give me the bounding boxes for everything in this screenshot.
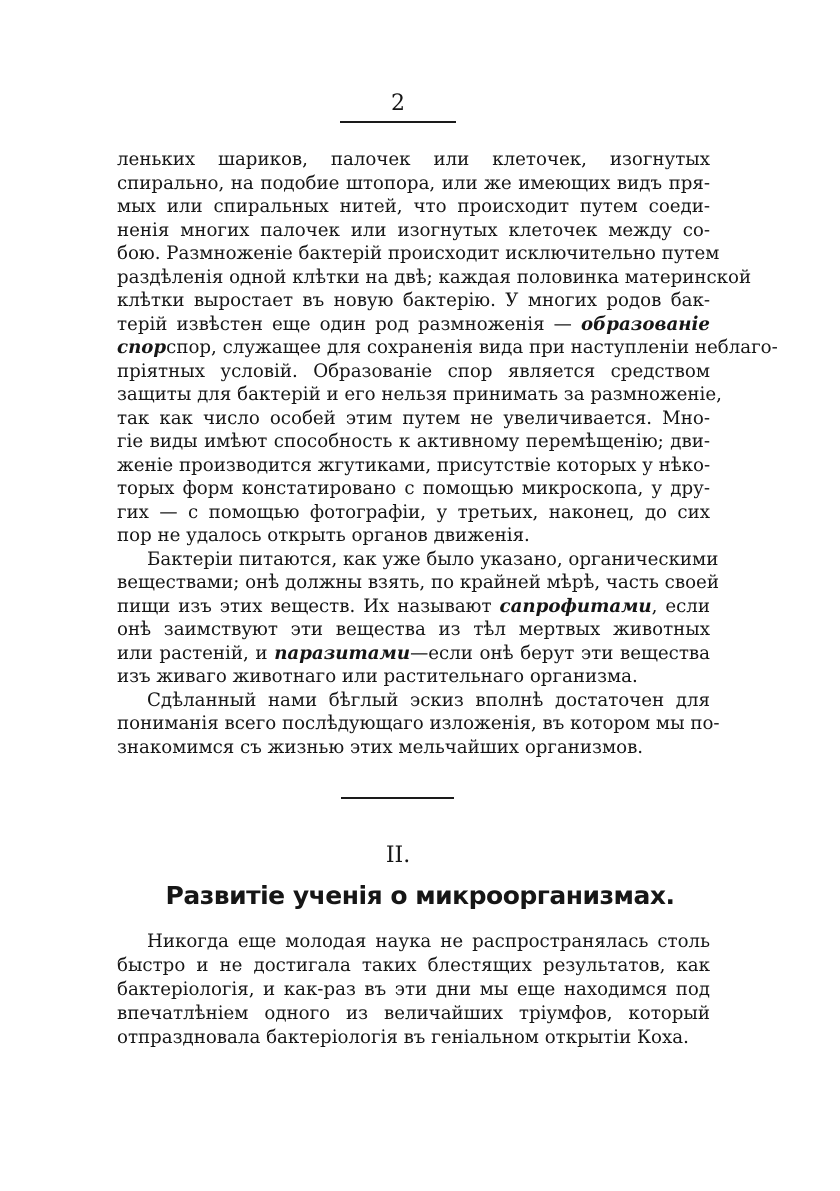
text-run: терій извѣстен еще один род размноженія — — [117, 313, 572, 335]
text-line: пріятных условій. Образованіе спор является средством — [117, 360, 710, 382]
text-line: бактеріологія, и как-раз въ эти дни мы еще находимся под — [117, 979, 710, 1000]
text-line: женіе производится жгутиками, присутствіе которых у нѣко- — [117, 454, 711, 476]
text-line: Бактеріи питаются, как уже было указано, органическими — [147, 548, 719, 570]
section-divider — [341, 797, 454, 799]
text-run: , если — [651, 595, 710, 617]
text-line: Никогда еще молодая наука не распространялась столь — [147, 931, 710, 952]
text-line: леньких шариков, палочек или клеточек, изогнутых — [117, 149, 710, 170]
text-line: бою. Размноженіе бактерій происходит исключительно путем — [117, 243, 720, 264]
header-rule — [340, 121, 456, 123]
text-line: знакомимся съ жизнью этих мельчайших организмов. — [117, 736, 644, 758]
text-line: мых или спиральных нитей, что происходит путем соеди- — [117, 196, 710, 217]
text-line — [117, 313, 710, 337]
text-line: ненія многих палочек или изогнутых клеточек между со- — [117, 219, 710, 241]
chapter-text — [117, 930, 710, 1050]
text-line: впечатлѣніем одного из величайших тріумфов, который — [117, 1003, 710, 1024]
text-run: или растеній, и — [117, 642, 268, 664]
text-line: гих — с помощью фотографіи, у третьих, наконец, до сих — [117, 501, 710, 523]
text-line: защиты для бактерій и его нельзя принимать за размноженіе, — [117, 384, 722, 405]
text-line — [117, 642, 710, 666]
text-line: торых форм констатировано с помощью микроскопа, у дру- — [117, 478, 710, 499]
section-text — [117, 148, 778, 759]
text-run: пищи изъ этих веществ. Их называют — [117, 595, 492, 617]
text-line: быстро и не достигала таких блестящих результатов, как — [117, 955, 710, 976]
chapter-number: II. — [385, 843, 411, 868]
emphasis-term: спор — [117, 337, 167, 358]
text-line — [117, 336, 778, 360]
text-line: раздѣленія одной клѣтки на двѣ; каждая половинка материнской — [117, 266, 752, 288]
text-run: спор, служащее для сохраненія вида при наступленіи неблаго- — [166, 337, 778, 358]
emphasis-term: сапрофитами — [499, 595, 652, 617]
chapter-title: Развитіе ученія о микроорганизмах. — [165, 881, 675, 910]
text-line: онѣ заимствуют эти вещества из тѣл мертвых животных — [117, 619, 710, 640]
text-line: клѣтки выростает въ новую бактерію. У многих родов бак- — [117, 290, 710, 311]
text-line: Сдѣланный нами бѣглый эскиз вполнѣ достаточен для — [147, 689, 710, 711]
text-line — [117, 595, 710, 619]
text-line: спирально, на подобие штопора, или же имеющих видъ пря- — [117, 172, 710, 194]
text-line: изъ живаго животнаго или растительнаго организма. — [117, 666, 638, 687]
text-line: отпраздновала бактеріологія въ геніальном открытіи Коха. — [117, 1027, 689, 1048]
text-line: веществами; онѣ должны взять, по крайней мѣрѣ, часть своей — [117, 572, 719, 593]
text-line: пор не удалось открыть органов движенія. — [117, 525, 530, 546]
text-line: гіе виды имѣют способность к активному перемѣщенію; дви- — [117, 431, 710, 452]
text-line: пониманія всего послѣдующаго изложенія, въ котором мы по- — [117, 713, 720, 734]
text-line: так как число особей этим путем не увеличивается. Мно- — [117, 407, 710, 429]
emphasis-term: образованіе — [581, 313, 710, 335]
emphasis-term: паразитами — [274, 642, 411, 664]
text-run: —если онѣ берут эти вещества — [410, 642, 710, 664]
page-number: 2 — [391, 91, 405, 116]
